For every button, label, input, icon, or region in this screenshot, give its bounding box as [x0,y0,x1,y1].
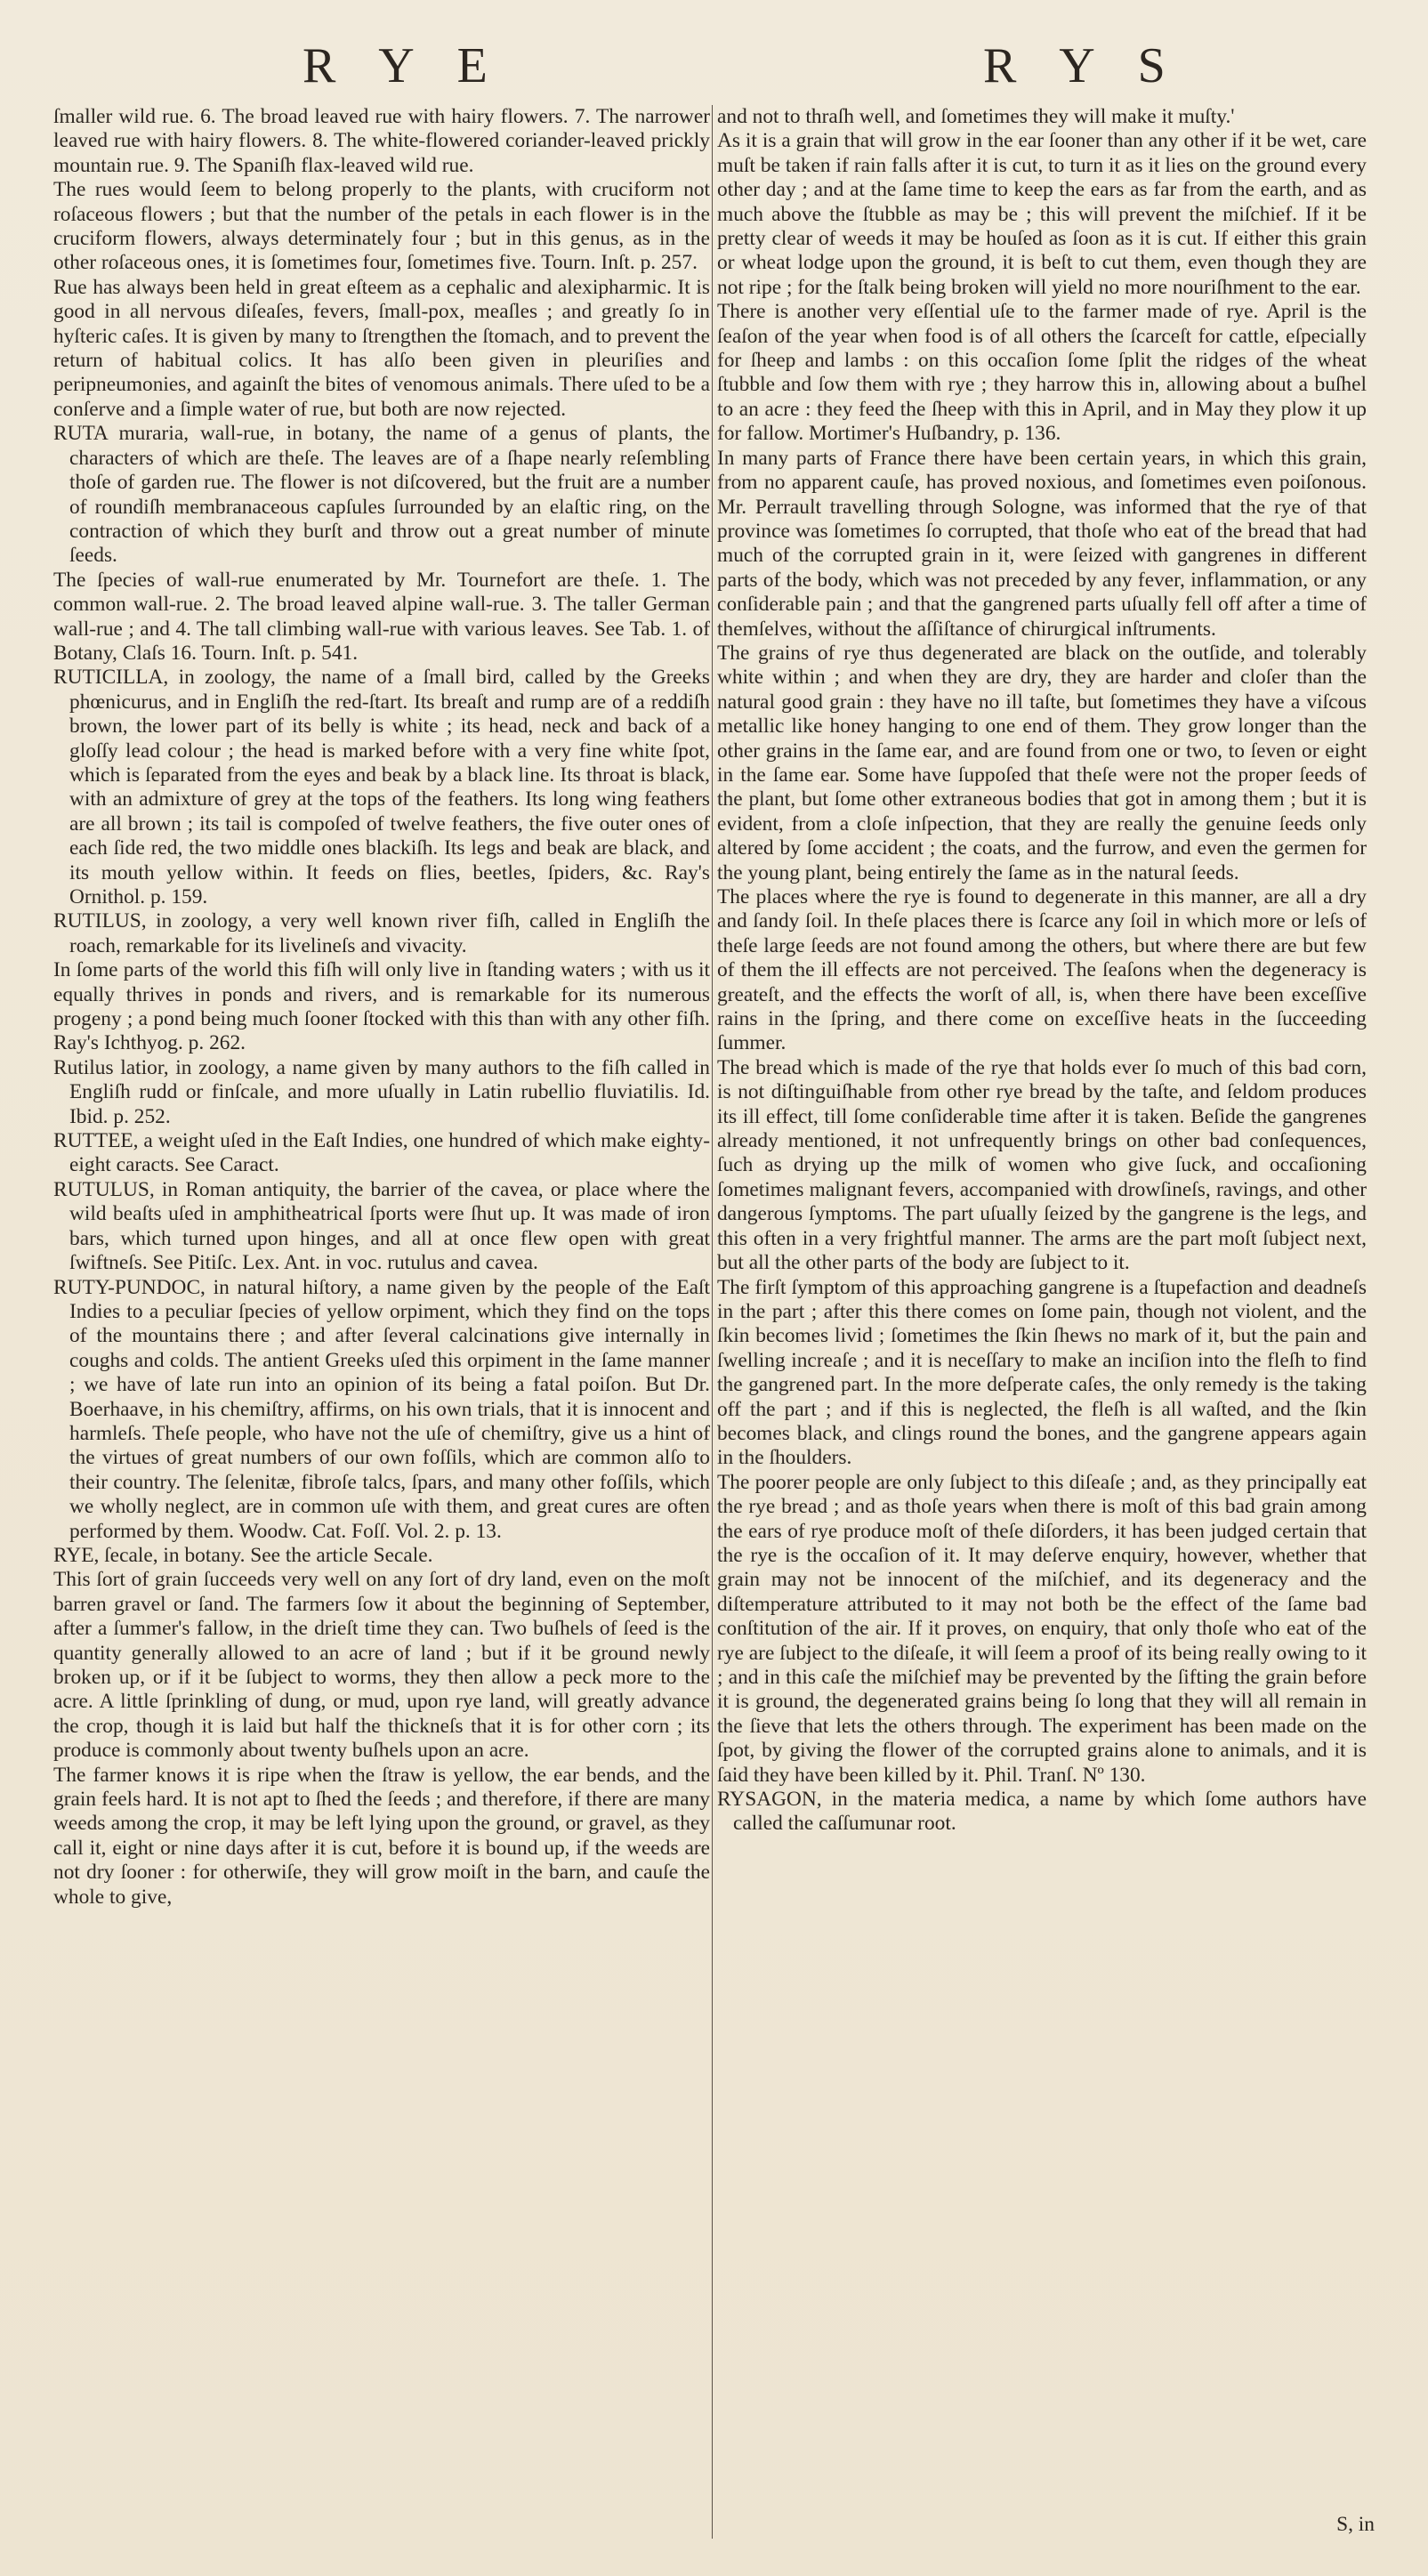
entry-rye: RYE, ſecale, in botany. See the article Secale. [53,1543,433,1567]
entry-rysagon: RYSAGON, in the materia medica, a name by which ſome authors have called the caſſumunar root. [717,1788,1367,1836]
right-column [717,105,1367,1837]
running-head-left: R Y E [303,38,504,93]
left-column [53,105,710,1910]
entry-rutilus: RUTILUS, in zoology, a very well known river fiſh, called in Engliſh the roach, remarkable for its livelineſs and vivacity. [53,909,710,957]
entry-rutilus-latior: Rutilus latior, in zoology, a name given by many authors to the fiſh called in Engliſh rudd or finſcale, and more uſually in Latin rubellio fluviatilis. Id. Ibid. p. 252. [53,1055,710,1128]
entry-ruty-pundoc: RUTY-PUNDOC, in natural hiſtory, a name given by the people of the Eaſt Indies to a peculiar ſpecies of yellow orpiment, which they find on the tops of the mountains there ; and after ſeveral calcinations give internally in coughs and colds. The antient Greeks uſed this orpiment in the ſame manner ; we have of late run into an opinion of its being a fatal poiſon. But Dr. Boerhaave, in his chemiſtry, affirms, on his own trials, that it is innocent and harmleſs. Theſe people, who have not the uſe of chemiſtry, give us a hint of the virtues of great numbers of our own foſſils, which are common alſo to their country. The ſelenitæ, fibroſe talcs, ſpars, and many other foſſils, which we wholly neglect, are in common uſe with them, and great cures are often performed by them. Woodw. Cat. Foſſ. Vol. 2. p. 13. [53,1275,710,1543]
paragraph: Rue has always been held in great eſteem as a cephalic and alexipharmic. It is good in all nervous diſeaſes, fevers, ſmall-pox, meaſles ; and greatly ſo in hyſteric caſes. It is given by many to ſtrengthen the ſtomach, and to prevent the return of habitual colics. It has alſo been given in pleuriſies and peripneumonies, and againſt the bites of venomous animals. There uſed to be a conſerve and a ſimple water of rue, but both are now rejected. [53,275,710,421]
paragraph: The rues would ſeem to belong properly to the plants, with cruciform not roſaceous flowers ; but that the number of the petals in each flower is in the cruciform flowers, always determinately four ; but in this genus, as in the other roſaceous ones, it is ſometimes four, ſometimes five. Tourn. Inſt. p. 257. [53,178,710,275]
catchword: S, in [1336,2513,1375,2536]
paragraph: The poorer people are only ſubject to this diſeaſe ; and, as they principally eat the rye bread ; and as thoſe years when there is moſt of this bad grain among the ears of rye produce moſt of theſe diſorders, it has been judged certain that the rye is the occaſion of it. It may deſerve enquiry, however, whether that grain may not be innocent of the miſchief, and its degeneracy and the diſtemperature attributed to it may not both be the effect of the ſame bad conſtitution of the air. If it proves, on enquiry, that only thoſe who eat of the rye are ſubject to the diſeaſe, it will ſeem a proof of its being really owing to it ; and in this caſe the miſchief may be prevented by the ſifting the grain before it is ground, the degenerated grains being ſo long that they will all remain in the ſieve that lets the others through. The experiment has been made on the ſpot, by giving the flower of the corrupted grains alone to animals, and it is ſaid they have been killed by it. Phil. Tranſ. Nº 130. [717,1470,1367,1787]
paragraph: In ſome parts of the world this fiſh will only live in ſtanding waters ; with us it equally thrives in ponds and rivers, and is remarkable for its numerous progeny ; a pond being much ſooner ſtocked with this than with any other fiſh. Ray's Ichthyog. p. 262. [53,958,710,1055]
paragraph: The ſpecies of wall-rue enumerated by Mr. Tournefort are theſe. 1. The common wall-rue. 2. The broad leaved alpine wall-rue. 3. The taller German wall-rue ; and 4. The tall climbing wall-rue with various leaves. See Tab. 1. of Botany, Claſs 16. Tourn. Inſt. p. 541. [53,568,710,665]
running-head-right: R Y S [983,38,1182,93]
paragraph: ſmaller wild rue. 6. The broad leaved rue with hairy flowers. 7. The narrower leaved rue with hairy flowers. 8. The white-flowered coriander-leaved prickly mountain rue. 9. The Spaniſh flax-leaved wild rue. [53,105,710,177]
paragraph: The farmer knows it is ripe when the ſtraw is yellow, the ear bends, and the grain feels hard. It is not apt to ſhed the ſeeds ; and therefore, if there are many weeds among the crop, it may be left lying upon the ground, or gravel, as they call it, eight or nine days after it is cut, before it is bound up, if the weeds are not dry ſooner : for otherwiſe, they will grow moiſt in the barn, and cauſe the whole to give, [53,1763,710,1909]
paragraph: As it is a grain that will grow in the ear ſooner than any other if it be wet, care muſt be taken if rain falls after it is cut, to turn it as it lies on the ground every other day ; and at the ſame time to keep the ears as far from the earth, and as much above the ſtubble as may be ; this will prevent the miſchief. If it be pretty clear of weeds it may be houſed as ſoon as it is cut. If either this grain or wheat lodge upon the ground, it is beſt to cut them, even though they are not ripe ; for the ſtalk being broken will yield no more nouriſhment to the ear. [717,129,1367,299]
paragraph: There is another very eſſential uſe to the farmer made of rye. April is the ſeaſon of the year when food is of all others the ſcarceſt for cattle, eſpecially for ſheep and lambs : on this occaſion ſome ſplit the ridges of the wheat ſtubble and ſow them with rye ; they harrow this in, allowing about a buſhel to an acre : they feed the ſheep with this in April, and in May they plow it up for fallow. Mortimer's Huſbandry, p. 136. [717,300,1367,446]
paragraph: In many parts of France there have been certain years, in which this grain, from no apparent cauſe, has proved noxious, and ſometimes even poiſonous. Mr. Perrault travelling through Sologne, was informed that the rye of that province was ſometimes ſo corrupted, that thoſe who eat of the bread that had much of the corrupted grain in it, were ſeized with gangrenes in different parts of the body, which was not preceded by any fever, inflammation, or any conſiderable pain ; and that the gangrened parts uſually fell off after a time of themſelves, without the aſſiſtance of chirurgical inſtruments. [717,446,1367,641]
paragraph: The bread which is made of the rye that holds ever ſo much of this bad corn, is not diſtinguiſhable from other rye bread by the taſte, and ſeldom produces its ill effect, till ſome conſiderable time after it is taken. Beſide the gangrenes already mentioned, it not unfrequently brings on other bad conſequences, ſuch as drying up the milk of women who give ſuck, and occaſioning ſometimes malignant fevers, accompanied with drowſineſs, ravings, and other dangerous ſymptoms. The part uſually ſeized by the gangrene is the legs, and this often in a very frightful manner. The arms are the part moſt ſubject next, but all the other parts of the body are ſubject to it. [717,1055,1367,1275]
entry-ruttee: RUTTEE, a weight uſed in the Eaſt Indies, one hundred of which make eighty-eight caracts. See Caract. [53,1129,710,1177]
paragraph: This ſort of grain ſucceeds very well on any ſort of dry land, even on the moſt barren gravel or ſand. The farmers ſow it about the beginning of September, after a ſummer's fallow, in the drieſt time they can. Two buſhels of ſeed is the quantity generally allowed to an acre of land ; but if it be ground newly broken up, or if it be ſubject to worms, they then allow a peck more to the acre. A little ſprinkling of dung, or mud, upon rye land, will greatly advance the crop, though it is laid but half the thickneſs that it is for other corn ; its produce is commonly about twenty buſhels upon an acre. [53,1568,710,1763]
page-header [0,37,1428,91]
paragraph: The grains of rye thus degenerated are black on the outſide, and tolerably white within ; and when they are dry, they are harder and cloſer than the natural good grain : they have no ill taſte, but ſometimes they have a viſcous metallic like honey hanging to one end of them. They grow longer than the other grains in the ſame ear, and are found from one or two, to ſeven or eight in the ſame ear. Some have ſuppoſed that theſe were not the proper ſeeds of the plant, but ſome other extraneous bodies that got in among them ; but it is evident, from a cloſe inſpection, that they are really the genuine ſeeds only altered by ſome accident ; the coats, and the furrow, and even the germen for the young plant, being entirely the ſame as in the natural ſeeds. [717,641,1367,884]
column-divider [712,105,713,2539]
paragraph: The places where the rye is found to degenerate in this manner, are all a dry and ſandy ſoil. In theſe places there is ſcarce any ſoil in which more or leſs of theſe large ſeeds are not found among the others, but where there are but few of them the ill effects are not perceived. The ſeaſons when the degeneracy is greateſt, and the effects the worſt of all, is, when there have been exceſſive rains in the ſpring, and there come on exceſſive heats in the ſucceeding ſummer. [717,885,1367,1055]
entry-rutulus: RUTULUS, in Roman antiquity, the barrier of the cavea, or place where the wild beaſts uſed in amphitheatrical ſports were ſhut up. It was made of iron bars, which turned upon hinges, and all at once flew open with great ſwiftneſs. See Pitiſc. Lex. Ant. in voc. rutulus and cavea. [53,1177,710,1275]
paragraph: and not to thraſh well, and ſometimes they will make it muſty.' [717,105,1235,128]
entry-ruta-muraria: RUTA muraria, wall-rue, in botany, the name of a genus of plants, the characters of which are theſe. The leaves are of a ſhape nearly reſembling thoſe of garden rue. The flower is not diſcovered, but the fruit are a number of roundiſh membranaceous capſules ſurrounded by an elaſtic ring, on the contraction of which they burſt and throw out a great number of minute ſeeds. [53,422,710,568]
entry-ruticilla: RUTICILLA, in zoology, the name of a ſmall bird, called by the Greeks phœnicurus, and in Engliſh the red-ſtart. Its breaſt and rump are of a reddiſh brown, the lower part of its belly is white ; its head, neck and back of a gloſſy lead colour ; the head is marked before with a very fine white ſpot, which is ſeparated from the eyes and beak by a black line. Its throat is black, with an admixture of grey at the tops of the feathers. Its long wing feathers are all brown ; its tail is compoſed of twelve feathers, the five outer ones of each ſide red, the two middle ones blackiſh. Its legs and beak are black, and its mouth yellow within. It feeds on flies, beetles, ſpiders, &c. Ray's Ornithol. p. 159. [53,666,710,908]
paragraph: The firſt ſymptom of this approaching gangrene is a ſtupefaction and deadneſs in the part ; after this there comes on ſome pain, though not violent, and the ſkin becomes livid ; ſometimes the ſkin ſhews no mark of it, but the pain and ſwelling increaſe ; and it is neceſſary to make an inciſion into the fleſh to find the gangrened part. In the more deſperate caſes, the only remedy is the taking off the part ; and if this is neglected, the fleſh is all waſted, and the ſkin becomes black, and clings round the bones, and the gangrene appears again in the ſhoulders. [717,1275,1367,1470]
